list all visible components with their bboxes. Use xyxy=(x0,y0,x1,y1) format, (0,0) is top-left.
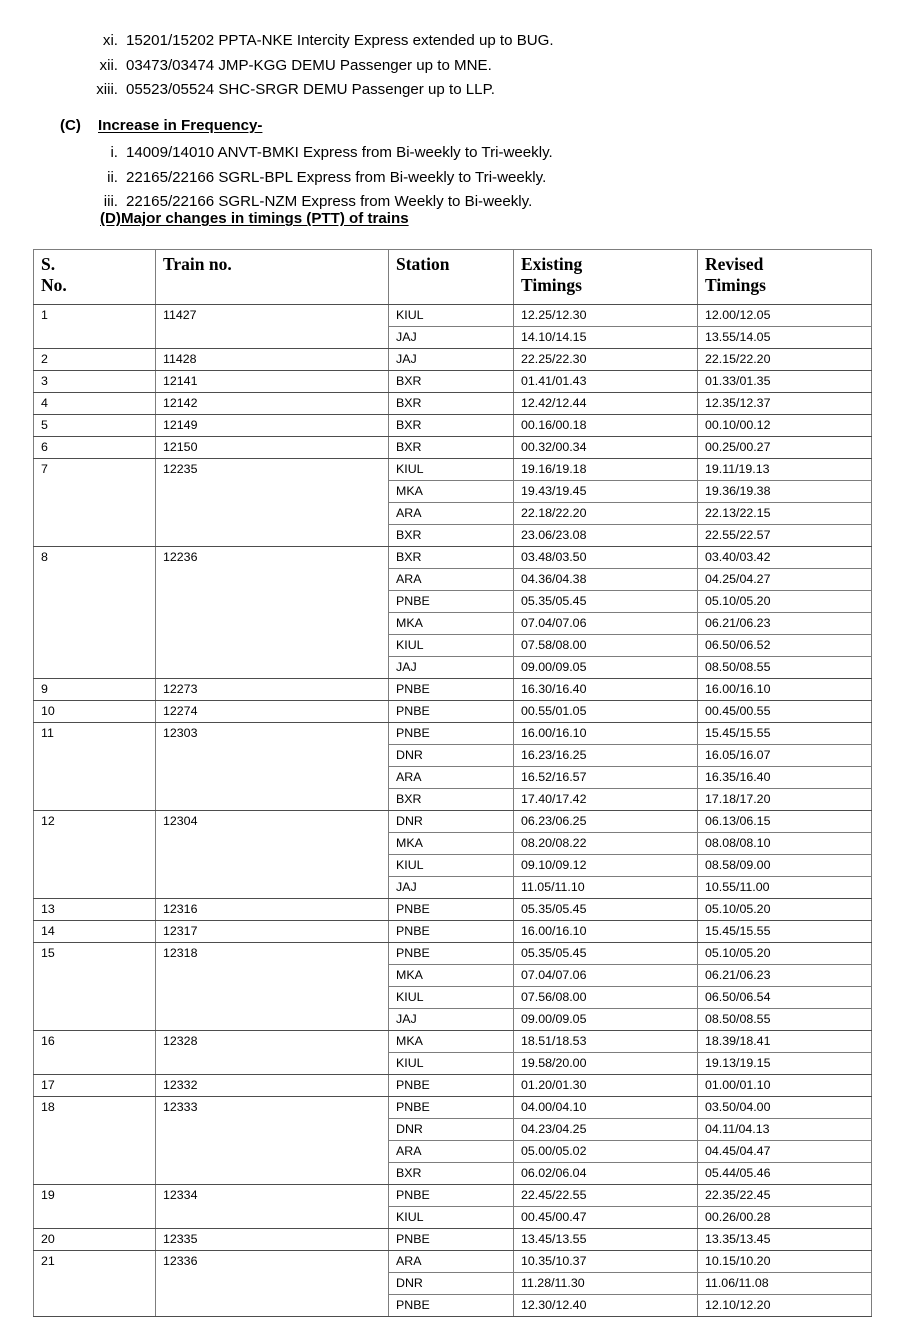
column-header-sno-line2: No. xyxy=(41,275,67,295)
cell-serial-number: 11 xyxy=(34,723,156,811)
cell-station: BXR xyxy=(389,393,514,415)
cell-serial-number: 3 xyxy=(34,371,156,393)
cell-existing-timings: 17.40/17.42 xyxy=(514,789,698,811)
cell-serial-number: 18 xyxy=(34,1097,156,1185)
section-d-heading: (D)Major changes in timings (PTT) of trains xyxy=(100,210,409,227)
list-item-marker: ii. xyxy=(107,168,118,186)
cell-existing-timings: 06.23/06.25 xyxy=(514,811,698,833)
cell-station: ARA xyxy=(389,569,514,591)
cell-serial-number: 17 xyxy=(34,1075,156,1097)
cell-train-number: 11427 xyxy=(156,305,389,349)
section-c xyxy=(60,114,840,215)
cell-station: MKA xyxy=(389,1031,514,1053)
cell-existing-timings: 22.18/22.20 xyxy=(514,503,698,525)
cell-revised-timings: 06.50/06.52 xyxy=(698,635,872,657)
cell-revised-timings: 06.50/06.54 xyxy=(698,987,872,1009)
cell-station: BXR xyxy=(389,525,514,547)
cell-serial-number: 9 xyxy=(34,679,156,701)
cell-station: JAJ xyxy=(389,349,514,371)
cell-station: PNBE xyxy=(389,943,514,965)
cell-existing-timings: 04.36/04.38 xyxy=(514,569,698,591)
cell-existing-timings: 07.04/07.06 xyxy=(514,965,698,987)
cell-station: ARA xyxy=(389,1141,514,1163)
column-header-revised-line1: Revised xyxy=(705,254,764,274)
cell-station: JAJ xyxy=(389,1009,514,1031)
column-header-existing xyxy=(514,250,698,305)
list-item-text: 14009/14010 ANVT-BMKI Express from Bi-weekly to Tri-weekly. xyxy=(126,144,553,161)
list-item-marker: xii. xyxy=(99,56,118,74)
table-row xyxy=(34,349,872,371)
list-item-marker: i. xyxy=(110,144,118,161)
cell-existing-timings: 22.45/22.55 xyxy=(514,1185,698,1207)
cell-existing-timings: 09.10/09.12 xyxy=(514,855,698,877)
cell-revised-timings: 10.15/10.20 xyxy=(698,1251,872,1273)
cell-train-number: 12149 xyxy=(156,415,389,437)
cell-station: JAJ xyxy=(389,657,514,679)
cell-train-number: 11428 xyxy=(156,349,389,371)
cell-revised-timings: 19.11/19.13 xyxy=(698,459,872,481)
cell-revised-timings: 12.00/12.05 xyxy=(698,305,872,327)
cell-existing-timings: 09.00/09.05 xyxy=(514,657,698,679)
cell-revised-timings: 16.00/16.10 xyxy=(698,679,872,701)
list-item-text: 22165/22166 SGRL-NZM Express from Weekly to Bi-weekly. xyxy=(126,193,533,210)
cell-existing-timings: 19.43/19.45 xyxy=(514,481,698,503)
cell-serial-number: 12 xyxy=(34,811,156,899)
cell-station: PNBE xyxy=(389,1185,514,1207)
cell-station: PNBE xyxy=(389,1295,514,1317)
cell-serial-number: 4 xyxy=(34,393,156,415)
cell-station: DNR xyxy=(389,1273,514,1295)
section-c-list xyxy=(60,141,840,215)
cell-station: KIUL xyxy=(389,635,514,657)
cell-train-number: 12334 xyxy=(156,1185,389,1229)
cell-revised-timings: 04.45/04.47 xyxy=(698,1141,872,1163)
cell-train-number: 12335 xyxy=(156,1229,389,1251)
cell-existing-timings: 16.00/16.10 xyxy=(514,723,698,745)
cell-existing-timings: 00.45/00.47 xyxy=(514,1207,698,1229)
cell-revised-timings: 15.45/15.55 xyxy=(698,723,872,745)
table-row xyxy=(34,547,872,569)
list-item-marker: xiii. xyxy=(96,81,118,98)
cell-existing-timings: 05.35/05.45 xyxy=(514,943,698,965)
cell-station: PNBE xyxy=(389,723,514,745)
timings-table-container xyxy=(33,249,871,1317)
cell-revised-timings: 01.00/01.10 xyxy=(698,1075,872,1097)
cell-station: DNR xyxy=(389,745,514,767)
cell-station: BXR xyxy=(389,789,514,811)
cell-existing-timings: 18.51/18.53 xyxy=(514,1031,698,1053)
cell-existing-timings: 10.35/10.37 xyxy=(514,1251,698,1273)
cell-existing-timings: 01.20/01.30 xyxy=(514,1075,698,1097)
table-row xyxy=(34,723,872,745)
cell-serial-number: 8 xyxy=(34,547,156,679)
cell-revised-timings: 22.13/22.15 xyxy=(698,503,872,525)
table-row xyxy=(34,415,872,437)
section-c-title: Increase in Frequency- xyxy=(98,117,263,134)
cell-revised-timings: 10.55/11.00 xyxy=(698,877,872,899)
cell-revised-timings: 05.10/05.20 xyxy=(698,591,872,613)
cell-revised-timings: 17.18/17.20 xyxy=(698,789,872,811)
list-item xyxy=(60,54,840,79)
table-row xyxy=(34,1075,872,1097)
list-item-text: 05523/05524 SHC-SRGR DEMU Passenger up to LLP. xyxy=(126,81,495,98)
cell-existing-timings: 07.58/08.00 xyxy=(514,635,698,657)
cell-station: PNBE xyxy=(389,701,514,723)
table-row xyxy=(34,679,872,701)
cell-station: PNBE xyxy=(389,1075,514,1097)
cell-revised-timings: 08.58/09.00 xyxy=(698,855,872,877)
cell-existing-timings: 16.23/16.25 xyxy=(514,745,698,767)
table-row xyxy=(34,371,872,393)
cell-station: KIUL xyxy=(389,855,514,877)
column-header-sno-line1: S. xyxy=(41,254,56,274)
list-item xyxy=(60,141,840,166)
cell-existing-timings: 22.25/22.30 xyxy=(514,349,698,371)
cell-revised-timings: 15.45/15.55 xyxy=(698,921,872,943)
cell-train-number: 12336 xyxy=(156,1251,389,1317)
cell-train-number: 12333 xyxy=(156,1097,389,1185)
cell-train-number: 12303 xyxy=(156,723,389,811)
cell-revised-timings: 08.50/08.55 xyxy=(698,1009,872,1031)
list-item-text: 03473/03474 JMP-KGG DEMU Passenger up to MNE. xyxy=(126,56,492,74)
list-item xyxy=(60,166,840,191)
cell-station: PNBE xyxy=(389,899,514,921)
cell-existing-timings: 13.45/13.55 xyxy=(514,1229,698,1251)
cell-serial-number: 1 xyxy=(34,305,156,349)
cell-existing-timings: 19.16/19.18 xyxy=(514,459,698,481)
extension-list xyxy=(60,29,840,103)
cell-revised-timings: 00.26/00.28 xyxy=(698,1207,872,1229)
cell-revised-timings: 03.40/03.42 xyxy=(698,547,872,569)
cell-station: DNR xyxy=(389,1119,514,1141)
cell-revised-timings: 16.35/16.40 xyxy=(698,767,872,789)
table-row xyxy=(34,701,872,723)
cell-station: PNBE xyxy=(389,1097,514,1119)
cell-existing-timings: 03.48/03.50 xyxy=(514,547,698,569)
cell-serial-number: 15 xyxy=(34,943,156,1031)
column-header-train: Train no. xyxy=(156,250,389,305)
table-row xyxy=(34,943,872,965)
cell-existing-timings: 00.55/01.05 xyxy=(514,701,698,723)
section-c-heading xyxy=(60,114,840,138)
cell-station: BXR xyxy=(389,437,514,459)
cell-serial-number: 13 xyxy=(34,899,156,921)
cell-station: BXR xyxy=(389,371,514,393)
cell-station: KIUL xyxy=(389,459,514,481)
cell-existing-timings: 08.20/08.22 xyxy=(514,833,698,855)
cell-serial-number: 7 xyxy=(34,459,156,547)
cell-revised-timings: 13.55/14.05 xyxy=(698,327,872,349)
cell-serial-number: 5 xyxy=(34,415,156,437)
cell-station: PNBE xyxy=(389,679,514,701)
table-header-row xyxy=(34,250,872,305)
cell-station: KIUL xyxy=(389,987,514,1009)
column-header-station: Station xyxy=(389,250,514,305)
cell-revised-timings: 12.35/12.37 xyxy=(698,393,872,415)
cell-station: KIUL xyxy=(389,1053,514,1075)
table-row xyxy=(34,921,872,943)
cell-existing-timings: 05.00/05.02 xyxy=(514,1141,698,1163)
cell-existing-timings: 06.02/06.04 xyxy=(514,1163,698,1185)
column-header-sno xyxy=(34,250,156,305)
cell-revised-timings: 08.08/08.10 xyxy=(698,833,872,855)
cell-revised-timings: 00.25/00.27 xyxy=(698,437,872,459)
cell-revised-timings: 16.05/16.07 xyxy=(698,745,872,767)
cell-serial-number: 2 xyxy=(34,349,156,371)
cell-station: MKA xyxy=(389,833,514,855)
cell-existing-timings: 11.05/11.10 xyxy=(514,877,698,899)
cell-train-number: 12328 xyxy=(156,1031,389,1075)
cell-serial-number: 10 xyxy=(34,701,156,723)
cell-train-number: 12332 xyxy=(156,1075,389,1097)
cell-existing-timings: 12.30/12.40 xyxy=(514,1295,698,1317)
cell-train-number: 12273 xyxy=(156,679,389,701)
cell-station: MKA xyxy=(389,965,514,987)
cell-revised-timings: 03.50/04.00 xyxy=(698,1097,872,1119)
list-item xyxy=(60,29,840,54)
cell-serial-number: 14 xyxy=(34,921,156,943)
cell-train-number: 12235 xyxy=(156,459,389,547)
cell-station: BXR xyxy=(389,547,514,569)
cell-train-number: 12236 xyxy=(156,547,389,679)
cell-station: PNBE xyxy=(389,591,514,613)
cell-station: KIUL xyxy=(389,305,514,327)
cell-revised-timings: 22.15/22.20 xyxy=(698,349,872,371)
table-row xyxy=(34,1185,872,1207)
table-row xyxy=(34,305,872,327)
cell-existing-timings: 05.35/05.45 xyxy=(514,899,698,921)
list-item-marker: iii. xyxy=(103,193,118,210)
cell-revised-timings: 12.10/12.20 xyxy=(698,1295,872,1317)
cell-revised-timings: 05.10/05.20 xyxy=(698,943,872,965)
cell-revised-timings: 06.21/06.23 xyxy=(698,613,872,635)
list-item-text: 22165/22166 SGRL-BPL Express from Bi-weekly to Tri-weekly. xyxy=(126,168,547,186)
table-row xyxy=(34,459,872,481)
table-row xyxy=(34,437,872,459)
cell-existing-timings: 00.16/00.18 xyxy=(514,415,698,437)
cell-existing-timings: 19.58/20.00 xyxy=(514,1053,698,1075)
cell-existing-timings: 04.23/04.25 xyxy=(514,1119,698,1141)
cell-existing-timings: 16.00/16.10 xyxy=(514,921,698,943)
cell-revised-timings: 06.13/06.15 xyxy=(698,811,872,833)
cell-station: JAJ xyxy=(389,327,514,349)
cell-train-number: 12318 xyxy=(156,943,389,1031)
cell-existing-timings: 04.00/04.10 xyxy=(514,1097,698,1119)
cell-serial-number: 19 xyxy=(34,1185,156,1229)
timings-table xyxy=(33,249,872,1317)
cell-serial-number: 16 xyxy=(34,1031,156,1075)
cell-station: JAJ xyxy=(389,877,514,899)
cell-train-number: 12274 xyxy=(156,701,389,723)
cell-revised-timings: 06.21/06.23 xyxy=(698,965,872,987)
cell-revised-timings: 19.36/19.38 xyxy=(698,481,872,503)
cell-train-number: 12150 xyxy=(156,437,389,459)
cell-revised-timings: 05.10/05.20 xyxy=(698,899,872,921)
cell-revised-timings: 18.39/18.41 xyxy=(698,1031,872,1053)
list-item-marker: xi. xyxy=(102,32,118,49)
cell-station: KIUL xyxy=(389,1207,514,1229)
column-header-existing-line2: Timings xyxy=(521,275,582,295)
cell-revised-timings: 00.10/00.12 xyxy=(698,415,872,437)
cell-existing-timings: 11.28/11.30 xyxy=(514,1273,698,1295)
table-header xyxy=(34,250,872,305)
cell-existing-timings: 05.35/05.45 xyxy=(514,591,698,613)
list-item-text: 15201/15202 PPTA-NKE Intercity Express extended up to BUG. xyxy=(126,32,554,49)
cell-existing-timings: 16.52/16.57 xyxy=(514,767,698,789)
cell-station: MKA xyxy=(389,613,514,635)
cell-serial-number: 6 xyxy=(34,437,156,459)
cell-revised-timings: 01.33/01.35 xyxy=(698,371,872,393)
table-row xyxy=(34,1031,872,1053)
cell-existing-timings: 09.00/09.05 xyxy=(514,1009,698,1031)
table-row xyxy=(34,1251,872,1273)
cell-train-number: 12304 xyxy=(156,811,389,899)
cell-train-number: 12141 xyxy=(156,371,389,393)
table-row xyxy=(34,899,872,921)
cell-station: PNBE xyxy=(389,921,514,943)
list-item xyxy=(60,78,840,103)
cell-serial-number: 21 xyxy=(34,1251,156,1317)
cell-serial-number: 20 xyxy=(34,1229,156,1251)
cell-station: ARA xyxy=(389,1251,514,1273)
cell-station: PNBE xyxy=(389,1229,514,1251)
cell-revised-timings: 19.13/19.15 xyxy=(698,1053,872,1075)
cell-existing-timings: 12.42/12.44 xyxy=(514,393,698,415)
table-row xyxy=(34,811,872,833)
cell-station: ARA xyxy=(389,767,514,789)
cell-station: ARA xyxy=(389,503,514,525)
cell-revised-timings: 08.50/08.55 xyxy=(698,657,872,679)
cell-existing-timings: 00.32/00.34 xyxy=(514,437,698,459)
cell-revised-timings: 04.11/04.13 xyxy=(698,1119,872,1141)
cell-revised-timings: 22.55/22.57 xyxy=(698,525,872,547)
table-row xyxy=(34,1097,872,1119)
cell-existing-timings: 12.25/12.30 xyxy=(514,305,698,327)
cell-existing-timings: 23.06/23.08 xyxy=(514,525,698,547)
cell-train-number: 12317 xyxy=(156,921,389,943)
cell-revised-timings: 22.35/22.45 xyxy=(698,1185,872,1207)
column-header-revised-line2: Timings xyxy=(705,275,766,295)
cell-train-number: 12316 xyxy=(156,899,389,921)
table-row xyxy=(34,1229,872,1251)
cell-station: BXR xyxy=(389,415,514,437)
cell-existing-timings: 16.30/16.40 xyxy=(514,679,698,701)
cell-station: MKA xyxy=(389,481,514,503)
cell-revised-timings: 13.35/13.45 xyxy=(698,1229,872,1251)
cell-revised-timings: 05.44/05.46 xyxy=(698,1163,872,1185)
cell-train-number: 12142 xyxy=(156,393,389,415)
cell-existing-timings: 01.41/01.43 xyxy=(514,371,698,393)
section-c-letter: (C) xyxy=(60,117,81,134)
table-body xyxy=(34,305,872,1317)
table-row xyxy=(34,393,872,415)
cell-station: BXR xyxy=(389,1163,514,1185)
column-header-existing-line1: Existing xyxy=(521,254,583,274)
cell-revised-timings: 04.25/04.27 xyxy=(698,569,872,591)
cell-existing-timings: 07.04/07.06 xyxy=(514,613,698,635)
cell-revised-timings: 00.45/00.55 xyxy=(698,701,872,723)
cell-existing-timings: 07.56/08.00 xyxy=(514,987,698,1009)
column-header-revised xyxy=(698,250,872,305)
cell-revised-timings: 11.06/11.08 xyxy=(698,1273,872,1295)
cell-existing-timings: 14.10/14.15 xyxy=(514,327,698,349)
cell-station: DNR xyxy=(389,811,514,833)
